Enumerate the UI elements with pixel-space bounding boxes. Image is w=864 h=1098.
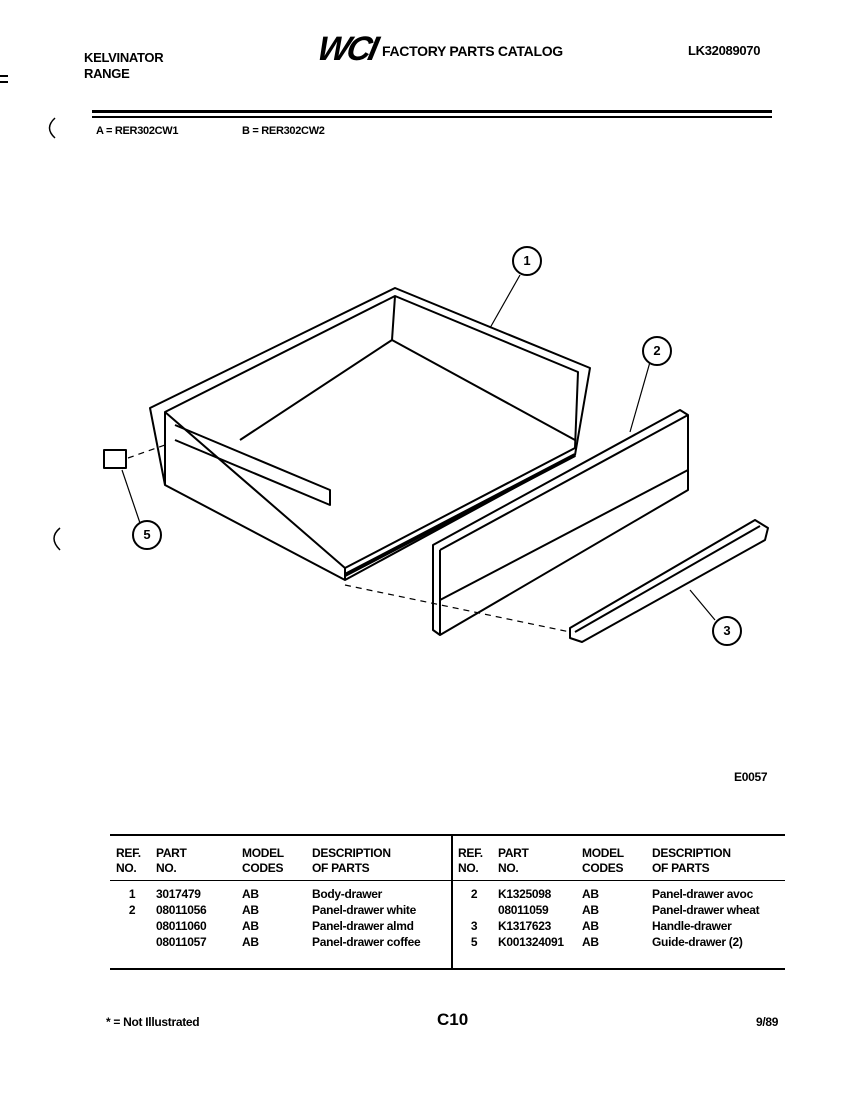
- catalog-date: 9/89: [756, 1015, 779, 1029]
- catalog-title: FACTORY PARTS CATALOG: [382, 43, 563, 59]
- drawer-guide: [104, 450, 126, 468]
- table-row: 1 3017479 AB Body-drawer: [128, 887, 383, 901]
- header-part: PART: [498, 846, 529, 860]
- header-model-2: CODES: [242, 861, 284, 875]
- callout-3: 3: [712, 616, 742, 646]
- table-row: 2 K1325098 AB Panel-drawer avoc: [470, 887, 753, 901]
- table-row: 2 08011056 AB Panel-drawer white: [128, 903, 416, 917]
- header-description-2: OF PARTS: [312, 861, 370, 875]
- callout-5: 5: [132, 520, 162, 550]
- table-row: 3 K1317623 AB Handle-drawer: [470, 919, 732, 933]
- table-bottom-rule: [110, 968, 785, 970]
- header-description: DESCRIPTION: [652, 846, 731, 860]
- table-top-rule: [110, 834, 785, 836]
- brand-name: KELVINATOR: [84, 50, 164, 65]
- table-row: 08011060 AB Panel-drawer almd: [156, 919, 414, 933]
- header-model: MODEL: [582, 846, 624, 860]
- page-number: C10: [437, 1010, 469, 1029]
- callout-2: 2: [642, 336, 672, 366]
- product-type: RANGE: [84, 66, 130, 81]
- catalog-number: LK32089070: [688, 43, 761, 58]
- table-divider: [451, 834, 453, 968]
- header-description-2: OF PARTS: [652, 861, 710, 875]
- parts-table-right: [454, 846, 763, 950]
- header-ref-2: NO.: [116, 861, 137, 875]
- table-row: 5 K001324091 AB Guide-drawer (2): [470, 935, 743, 949]
- header-part: PART: [156, 846, 187, 860]
- parts-table-left: [112, 846, 424, 950]
- not-illustrated-note: * = Not Illustrated: [106, 1015, 200, 1029]
- table-row: 08011057 AB Panel-drawer coffee: [156, 935, 421, 949]
- header-ref: REF.: [116, 846, 141, 860]
- wci-logo: WCI: [314, 30, 380, 68]
- table-row: 08011059 AB Panel-drawer wheat: [498, 903, 760, 917]
- header-description: DESCRIPTION: [312, 846, 391, 860]
- header-ref: REF.: [458, 846, 483, 860]
- header-model: MODEL: [242, 846, 284, 860]
- model-a: A = RER302CW1: [96, 125, 179, 137]
- figure-code: E0057: [734, 770, 768, 784]
- header-model-2: CODES: [582, 861, 624, 875]
- callout-1: 1: [512, 246, 542, 276]
- header-ref-2: NO.: [458, 861, 479, 875]
- model-b: B = RER302CW2: [242, 125, 325, 137]
- header-part-2: NO.: [498, 861, 519, 875]
- header-part-2: NO.: [156, 861, 177, 875]
